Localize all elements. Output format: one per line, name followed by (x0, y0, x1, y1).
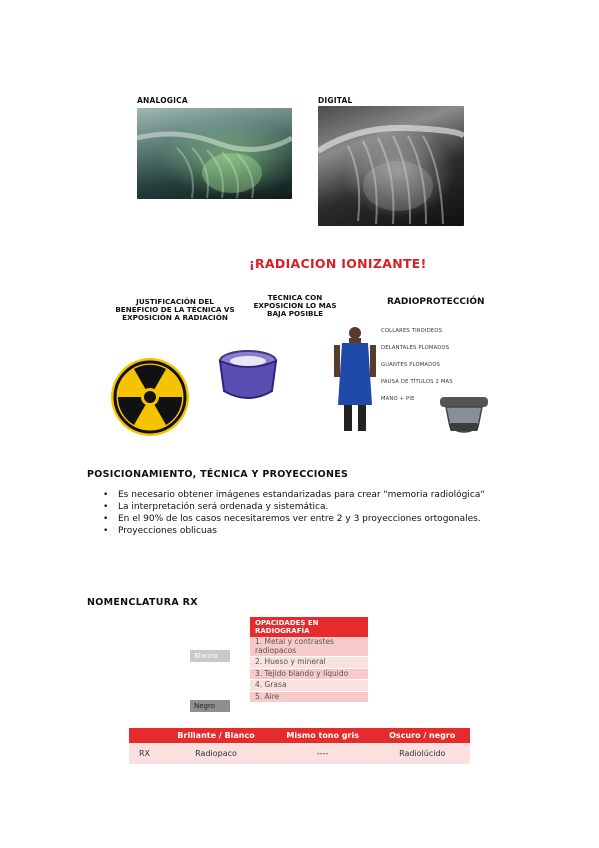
list-item: • La interpretación será ordenada y sistemática. (100, 502, 500, 513)
analog-label: ANALOGICA (137, 96, 188, 105)
table-header-cell: Brillante / Blanco (161, 728, 271, 743)
section-title-positioning: POSICIONAMIENTO, TÉCNICA Y PROYECCIONES (87, 469, 349, 480)
lead-apron-icon (330, 325, 380, 435)
radioprotection-caption: RADIOPROTECCIÓN (387, 297, 485, 307)
rx-nomenclature-table (129, 728, 470, 764)
caption-line: EXPOSICIÓN A RADIACIÓN (122, 313, 228, 322)
table-row: 5. Aire (250, 691, 368, 703)
technique-caption (250, 294, 340, 318)
blanco-swatch: Blanco (190, 650, 230, 662)
justification-caption (110, 298, 240, 322)
list-item: MANO + PIE (381, 396, 415, 402)
table-header-cell (129, 728, 161, 743)
caption-line: EXPOSICION LO MAS (253, 301, 337, 310)
thyroid-collar-icon (214, 343, 282, 411)
list-item: GUANTES PLOMADOS (381, 362, 441, 368)
caption-line: JUSTIFICACIÓN DEL (136, 297, 214, 306)
opacity-table (250, 617, 368, 703)
list-item: • Es necesario obtener imágenes estandarizadas para crear "memoria radiológica" (100, 490, 500, 501)
radiation-symbol-icon (110, 357, 190, 437)
list-item: PAUSA DE TÍTULOS 2 MAS (381, 379, 453, 385)
caption-line: BAJA POSIBLE (267, 309, 323, 318)
table-header-cell: Mismo tono gris (271, 728, 375, 743)
table-header-cell: Oscuro / negro (375, 728, 471, 743)
caption-line: BENEFICIO DE LA TÉCNICA VS (115, 305, 235, 314)
analog-xray-image (137, 108, 292, 199)
list-item: • En el 90% de los casos necesitaremos ver entre 2 y 3 proyecciones ortogonales. (100, 514, 500, 525)
table-cell: Radiolúcido (375, 743, 471, 764)
table-cell: RX (129, 743, 161, 764)
list-item: COLLARES TIROIDEOS (381, 328, 443, 334)
table-cell: Radiopaco (161, 743, 271, 764)
table-cell: ---- (271, 743, 375, 764)
table-row: 1. Metal y contrastes radiopacos (250, 637, 368, 657)
list-item: DELANTALES PLOMADOS (381, 345, 450, 351)
digital-label: DIGITAL (318, 96, 353, 105)
caption-line: TECNICA CON (267, 293, 323, 302)
opacity-table-header: OPACIDADES EN RADIOGRAFÍA (250, 617, 368, 637)
lead-glasses-icon (438, 393, 490, 441)
section-title-nomenclature: NOMENCLATURA RX (87, 597, 198, 608)
table-row: 4. Grasa (250, 680, 368, 692)
positioning-bullet-list (100, 490, 500, 538)
table-row (129, 743, 470, 764)
negro-swatch: Negro (190, 700, 230, 712)
list-item: • Proyecciones oblicuas (100, 526, 500, 537)
digital-xray-image (318, 106, 464, 226)
table-row: 2. Hueso y mineral (250, 657, 368, 669)
radiation-headline: ¡RADIACION IONIZANTE! (249, 256, 427, 271)
table-row: 3. Tejido blando y líquido (250, 668, 368, 680)
